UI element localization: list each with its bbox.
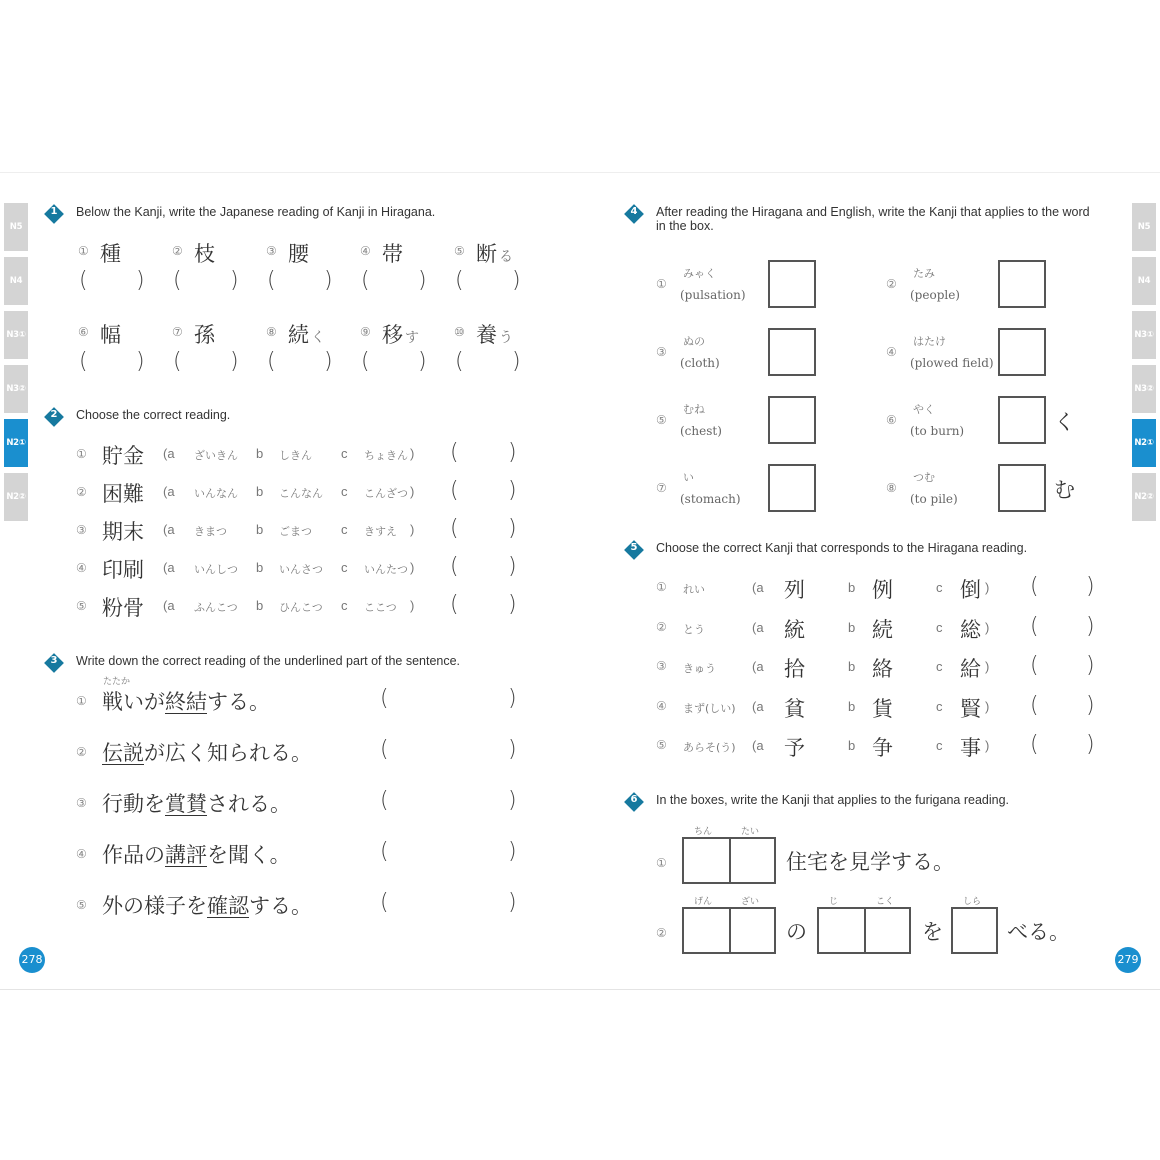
tab-label: N3① [6,330,26,340]
option-c-label: c [341,598,348,613]
furigana: げん [694,897,713,907]
option-b-label: b [256,484,264,499]
option-c-label: c [936,580,943,595]
item-number: ③ [656,659,667,673]
option-c: ここつ [364,601,397,614]
item-kanji: 幅 [100,323,121,347]
kanji-answer-box[interactable] [682,907,731,954]
option-open: (a [752,619,764,635]
sentence-pre: 作品の [102,843,165,867]
option-b: 争 [872,736,893,760]
sentence [102,839,291,869]
option-c-label: c [936,698,943,714]
page-number: 278 [19,947,45,973]
item-okurigana: う [499,330,513,346]
answer-paren-close: ) [418,268,427,293]
item-number: ① [656,856,667,870]
kanji-answer-box[interactable] [729,907,776,954]
item-number: ⑤ [76,599,87,613]
answer-paren-open[interactable]: ( [267,268,276,293]
section-instruction: Choose the correct Kanji that corresponds to the Hiragana reading. [656,541,1028,555]
option-close: ) [985,580,990,595]
furigana: たい [741,827,760,837]
option-open: (a [163,598,175,613]
option-a: ざいきん [194,449,238,462]
item-kanji: 腰 [288,242,309,266]
item-kanji: 枝 [194,242,215,266]
answer-paren-open[interactable]: ( [79,268,88,293]
section-instruction: In the boxes, write the Kanji that applies to the furigana reading. [656,793,1010,807]
answer-paren-open[interactable]: ( [1030,692,1039,718]
item-number: ① [656,580,667,594]
sentence-post: する。 [249,894,312,918]
option-b: 例 [872,578,893,602]
item-number: ① [76,694,87,708]
item-number: ⑧ [886,481,897,495]
kanji-answer-box[interactable] [768,328,816,376]
item-number: ① [656,277,667,291]
answer-paren-close: ) [508,737,517,762]
item-number: ④ [76,847,87,861]
sentence-post: する。 [207,690,270,714]
level-tab-n5[interactable] [4,203,28,251]
option-b-label: b [848,738,856,753]
answer-paren-open[interactable]: ( [450,478,459,503]
answer-paren-open[interactable]: ( [361,349,370,374]
item-okurigana: す [405,330,419,346]
option-c-label: c [341,560,348,575]
item-number: ⑧ [266,325,277,339]
level-tab-n4[interactable] [1132,257,1156,305]
answer-paren-close: ) [508,440,517,465]
item-kanji: 孫 [194,323,215,347]
tab-label: N5 [1137,222,1151,232]
answer-paren-close: ) [508,592,517,617]
answer-paren-open[interactable]: ( [79,349,88,374]
option-c-label: c [936,659,943,674]
item-number: ② [172,244,183,258]
option-a: きまつ [194,525,227,538]
item-kanji: 印刷 [102,558,144,582]
option-b-label: b [256,560,264,575]
option-b: 続 [872,617,893,642]
item-okurigana: る [499,249,513,265]
item-number: ⑤ [656,738,667,752]
item-number: ⑥ [886,413,897,427]
option-a: 貧 [784,696,805,721]
option-b-label: b [848,659,856,674]
item-number: ⑦ [656,481,667,495]
section-number: 5 [630,542,638,553]
item-english: (people) [910,288,960,302]
sentence-ending: べる。 [1007,920,1070,944]
tab-label: N2② [1134,492,1154,502]
section-number: 1 [50,206,58,217]
item-number: ② [76,485,87,499]
answer-paren-open[interactable]: ( [380,788,389,813]
option-close: ) [410,560,415,575]
option-open: (a [163,484,175,499]
section-number: 6 [630,794,638,805]
section-instruction: Write down the correct reading of the underlined part of the sentence. [76,654,461,668]
kanji-answer-box[interactable] [768,464,816,512]
option-b: ひんこつ [279,601,323,614]
item-number: ② [656,926,667,940]
sentence [102,686,270,716]
item-kana: つむ [913,471,935,484]
answer-paren-close: ) [512,268,521,293]
tab-label: N4 [9,276,23,286]
item-kanji: 養 [476,323,497,347]
answer-paren-close: ) [508,516,517,541]
option-c: 賢 [960,696,981,721]
kanji-answer-box[interactable] [864,907,911,954]
item-reading: とう [683,622,705,636]
item-number: ② [656,619,667,634]
sentence-pre: 外の様子を [102,894,207,918]
answer-paren-close: ) [508,686,517,711]
sentence-post: を聞く。 [207,843,291,867]
answer-paren-close: ) [508,554,517,579]
page-number: 279 [1115,947,1141,973]
answer-paren-open[interactable]: ( [380,737,389,762]
item-number: ③ [76,523,87,537]
option-c: 給 [960,657,981,681]
level-tab-n3①[interactable] [4,311,28,359]
item-number: ③ [76,796,87,810]
furigana: ざい [741,897,760,907]
option-b-label: b [256,522,264,537]
answer-paren-open[interactable]: ( [1030,732,1039,757]
sentence-underlined: 伝説 [102,741,144,765]
item-reading: あらそ(う) [683,741,736,754]
answer-paren-open[interactable]: ( [173,349,182,374]
answer-paren-close: ) [1086,653,1095,678]
item-english: (stomach) [680,492,741,506]
level-tab-n2②[interactable] [4,473,28,521]
answer-paren-close: ) [508,788,517,813]
answer-paren-close: ) [508,478,517,503]
answer-paren-open[interactable]: ( [380,686,389,711]
option-a: 拾 [784,657,805,681]
item-number: ③ [656,345,667,359]
option-open: (a [163,560,175,575]
sentence-pre: 行動を [102,792,165,816]
option-b-label: b [848,580,856,595]
item-number: ⑩ [454,325,465,339]
section-instruction: After reading the Hiragana and English, write the Kanji that applies to the word in the box. [656,205,1090,233]
item-english: (plowed field) [910,356,994,370]
item-reading: れい [683,583,705,596]
item-number: ⑦ [172,325,183,339]
option-b: しきん [279,449,312,462]
level-tab-n4[interactable] [4,257,28,305]
item-kanji: 続 [288,323,309,347]
item-number: ④ [76,561,87,575]
item-kanji: 粉骨 [102,596,144,620]
option-b: ごまつ [279,525,312,538]
sentence-post: される。 [207,792,291,816]
tab-label: N3① [1134,330,1154,340]
kanji-answer-box[interactable] [682,837,731,884]
answer-paren-close: ) [418,349,427,374]
answer-paren-close: ) [324,268,333,293]
kanji-answer-box[interactable] [998,464,1046,512]
option-a: 列 [784,578,805,602]
answer-paren-open[interactable]: ( [450,592,459,617]
option-close: ) [410,522,415,537]
option-close: ) [985,698,990,714]
answer-paren-close: ) [508,839,517,864]
section-number: 2 [50,409,58,420]
option-open: (a [752,659,764,674]
item-kana: みゃく [683,267,716,280]
section-number: 4 [630,206,638,217]
option-close: ) [985,738,990,753]
option-a: いんしつ [194,563,238,576]
item-number: ⑨ [360,325,371,339]
option-open: (a [163,446,175,461]
item-number: ① [76,447,87,461]
option-c: 事 [960,736,981,760]
answer-paren-close: ) [1086,732,1095,757]
option-open: (a [752,698,764,714]
level-tab-n2①[interactable] [4,419,28,467]
answer-paren-close: ) [1086,692,1095,718]
kanji-answer-box[interactable] [998,328,1046,376]
item-kanji: 期末 [102,520,144,544]
option-close: ) [410,446,415,461]
tab-label: N5 [9,222,23,232]
option-b-label: b [256,598,264,613]
item-english: (to burn) [910,424,965,438]
answer-paren-close: ) [324,349,333,374]
kanji-answer-box[interactable] [998,260,1046,308]
kanji-answer-box[interactable] [729,837,776,884]
level-tab-n3①[interactable] [1132,311,1156,359]
sentence-underlined: 確認 [207,894,249,918]
sentence [102,890,312,920]
answer-paren-close: ) [136,268,145,293]
item-number: ⑤ [76,898,87,912]
sentence-underlined: 終結 [165,690,207,714]
option-close: ) [985,659,990,674]
okurigana-suffix: く [1054,410,1075,434]
option-a: いんなん [194,487,238,500]
answer-paren-close: ) [508,890,517,915]
item-kanji: 困難 [102,482,144,506]
kanji-answer-box[interactable] [768,260,816,308]
tab-label: N2① [6,438,26,448]
furigana: たたか [103,677,131,687]
level-tab-n3②[interactable] [4,365,28,413]
answer-paren-close: ) [230,349,239,374]
item-kanji: 帯 [382,242,403,266]
item-reading: きゅう [683,662,716,675]
level-tab-n3②[interactable] [1132,365,1156,413]
okurigana-suffix: む [1054,478,1075,502]
item-english: (to pile) [910,492,958,506]
tab-label: N2① [1134,438,1154,448]
option-c: 総 [960,617,981,642]
tab-label: N2② [6,492,26,502]
option-close: ) [410,598,415,613]
option-c-label: c [936,619,943,635]
kanji-answer-box[interactable] [951,907,998,954]
answer-paren-open[interactable]: ( [380,839,389,864]
answer-paren-open[interactable]: ( [361,268,370,293]
item-kana: むね [683,403,705,416]
item-number: ⑤ [656,413,667,427]
answer-paren-open[interactable]: ( [450,516,459,541]
level-tab-n2②[interactable] [1132,473,1156,521]
item-kana: やく [913,403,935,416]
particle: の [786,920,807,944]
sentence-underlined: 講評 [165,843,207,867]
option-c: いんたつ [364,563,408,576]
item-kanji: 貯金 [102,444,144,468]
item-kana: い [683,471,694,484]
item-okurigana: く [311,330,325,346]
option-open: (a [752,580,764,595]
option-a: 予 [784,736,805,760]
option-b: 貨 [872,696,893,721]
option-b: こんなん [279,487,323,500]
option-c: 倒 [960,578,981,602]
section-instruction: Choose the correct reading. [76,408,231,422]
option-c: ちょきん [364,449,408,462]
particle: を [922,920,943,944]
item-english: (pulsation) [680,288,746,302]
answer-paren-close: ) [1086,574,1095,599]
option-open: (a [752,738,764,753]
item-kana: たみ [913,267,935,280]
furigana: じ [829,897,839,907]
furigana: ちん [694,827,713,837]
level-tab-n5[interactable] [1132,203,1156,251]
option-close: ) [985,619,990,635]
answer-paren-open[interactable]: ( [1030,613,1039,639]
section-number: 3 [50,655,58,666]
answer-paren-close: ) [1086,613,1095,639]
item-kanji: 種 [100,242,121,266]
sentence-underlined: 賞賛 [165,792,207,816]
option-c-label: c [341,522,348,537]
option-a: ふんこつ [194,601,238,614]
answer-paren-close: ) [230,268,239,293]
furigana: こく [876,897,895,907]
section-instruction: Below the Kanji, write the Japanese reading of Kanji in Hiragana. [76,205,436,219]
option-c-label: c [341,446,348,461]
tab-label: N3② [6,384,26,394]
item-reading: まず(しい) [683,701,736,715]
item-english: (chest) [680,424,722,438]
answer-paren-open[interactable]: ( [450,440,459,465]
tab-label: N4 [1137,276,1151,286]
option-b: いんさつ [279,563,323,576]
answer-paren-close: ) [136,349,145,374]
answer-paren-open[interactable]: ( [1030,653,1039,678]
option-open: (a [163,522,175,537]
answer-paren-open[interactable]: ( [380,890,389,915]
kanji-answer-box[interactable] [817,907,866,954]
option-b-label: b [848,698,856,714]
item-english: (cloth) [680,356,720,370]
option-b: 絡 [872,657,893,681]
level-tab-n2①[interactable] [1132,419,1156,467]
item-kana: ぬの [683,335,705,348]
sentence-text: 住宅を見学する。 [786,850,954,874]
item-kanji: 移 [382,323,403,347]
sentence [102,737,312,767]
item-number: ⑥ [78,325,89,339]
answer-paren-open[interactable]: ( [267,349,276,374]
item-number: ④ [656,698,667,713]
tab-label: N3② [1134,384,1154,394]
item-number: ④ [886,345,897,359]
sentence-post: が広く知られる。 [144,741,312,765]
answer-paren-open[interactable]: ( [173,268,182,293]
option-b-label: b [848,619,856,635]
item-number: ③ [266,244,277,258]
answer-paren-open[interactable]: ( [1030,574,1039,599]
option-c: こんざつ [364,487,408,500]
option-c-label: c [341,484,348,499]
kanji-answer-box[interactable] [998,396,1046,444]
item-number: ② [886,277,897,291]
kanji-answer-box[interactable] [768,396,816,444]
sentence-pre: 戦いが [102,690,165,714]
item-number: ① [78,244,89,258]
answer-paren-open[interactable]: ( [455,349,464,374]
option-c-label: c [936,738,943,753]
option-close: ) [410,484,415,499]
item-number: ⑤ [454,244,465,258]
item-number: ② [76,745,87,759]
furigana: しら [963,897,982,907]
option-b-label: b [256,446,264,461]
option-c: きすえ [364,525,397,538]
answer-paren-close: ) [512,349,521,374]
answer-paren-open[interactable]: ( [450,554,459,579]
option-a: 統 [784,617,805,642]
answer-paren-open[interactable]: ( [455,268,464,293]
item-kana: はたけ [913,335,946,348]
sentence [102,788,291,818]
item-number: ④ [360,244,371,258]
item-kanji: 断 [476,242,497,266]
